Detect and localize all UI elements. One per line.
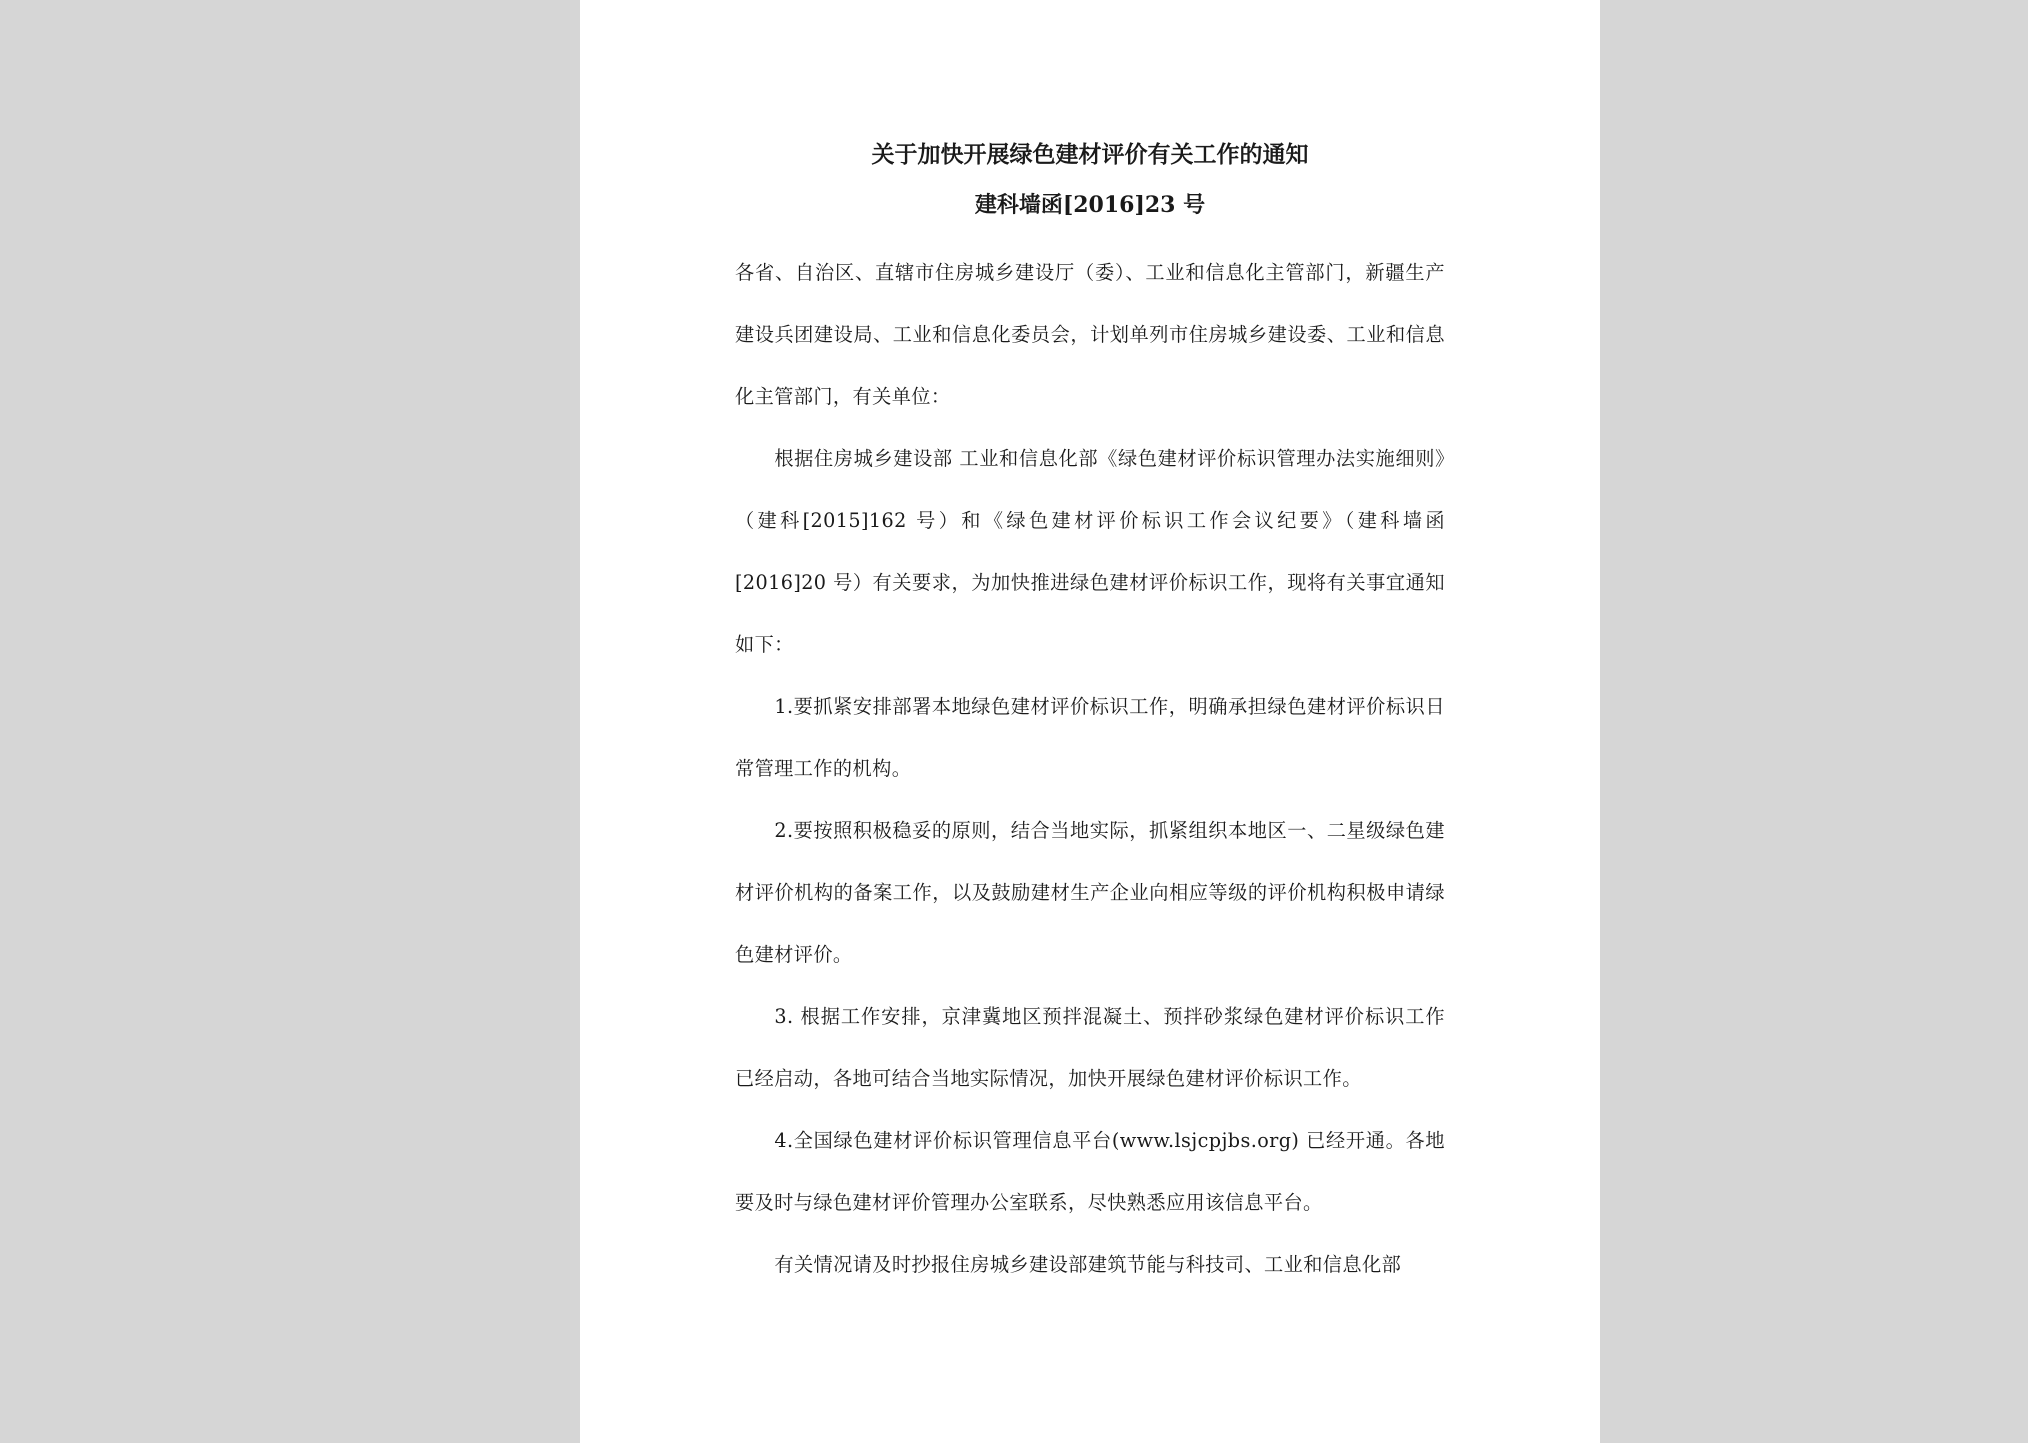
paragraph-item-2: 2.要按照积极稳妥的原则，结合当地实际，抓紧组织本地区一、二星级绿色建材评价机构的备案工作，以及鼓励建材生产企业向相应等级的评价机构积极申请绿色建材评价。 <box>735 819 1445 966</box>
paragraph-closing: 有关情况请及时抄报住房城乡建设部建筑节能与科技司、工业和信息化部 <box>774 1253 1402 1276</box>
paragraph-item-1: 1.要抓紧安排部署本地绿色建材评价标识工作，明确承担绿色建材评价标识日常管理工作的机构。 <box>735 695 1445 780</box>
paragraph-item-3: 3. 根据工作安排，京津冀地区预拌混凝土、预拌砂浆绿色建材评价标识工作已经启动，各地可结合当地实际情况，加快开展绿色建材评价标识工作。 <box>735 1005 1445 1090</box>
document-body <box>735 130 1445 1296</box>
document-title: 关于加快开展绿色建材评价有关工作的通知 <box>871 141 1309 168</box>
document-page <box>580 0 1600 1443</box>
paragraph-intro: 根据住房城乡建设部 工业和信息化部《绿色建材评价标识管理办法实施细则》（建科[2015]162 号）和《绿色建材评价标识工作会议纪要》（建科墙函[2016]20 号）有关要求，为加快推进绿色建材评价标识工作，现将有关事宜通知如下： <box>735 447 1445 656</box>
paragraph-item-4: 4.全国绿色建材评价标识管理信息平台(www.lsjcpjbs.org) 已经开通。各地要及时与绿色建材评价管理办公室联系，尽快熟悉应用该信息平台。 <box>735 1129 1445 1214</box>
document-number: 建科墙函[2016]23 号 <box>974 192 1206 218</box>
paragraph-addressees: 各省、自治区、直辖市住房城乡建设厅（委）、工业和信息化主管部门，新疆生产建设兵团建设局、工业和信息化委员会，计划单列市住房城乡建设委、工业和信息化主管部门，有关单位： <box>735 261 1445 408</box>
